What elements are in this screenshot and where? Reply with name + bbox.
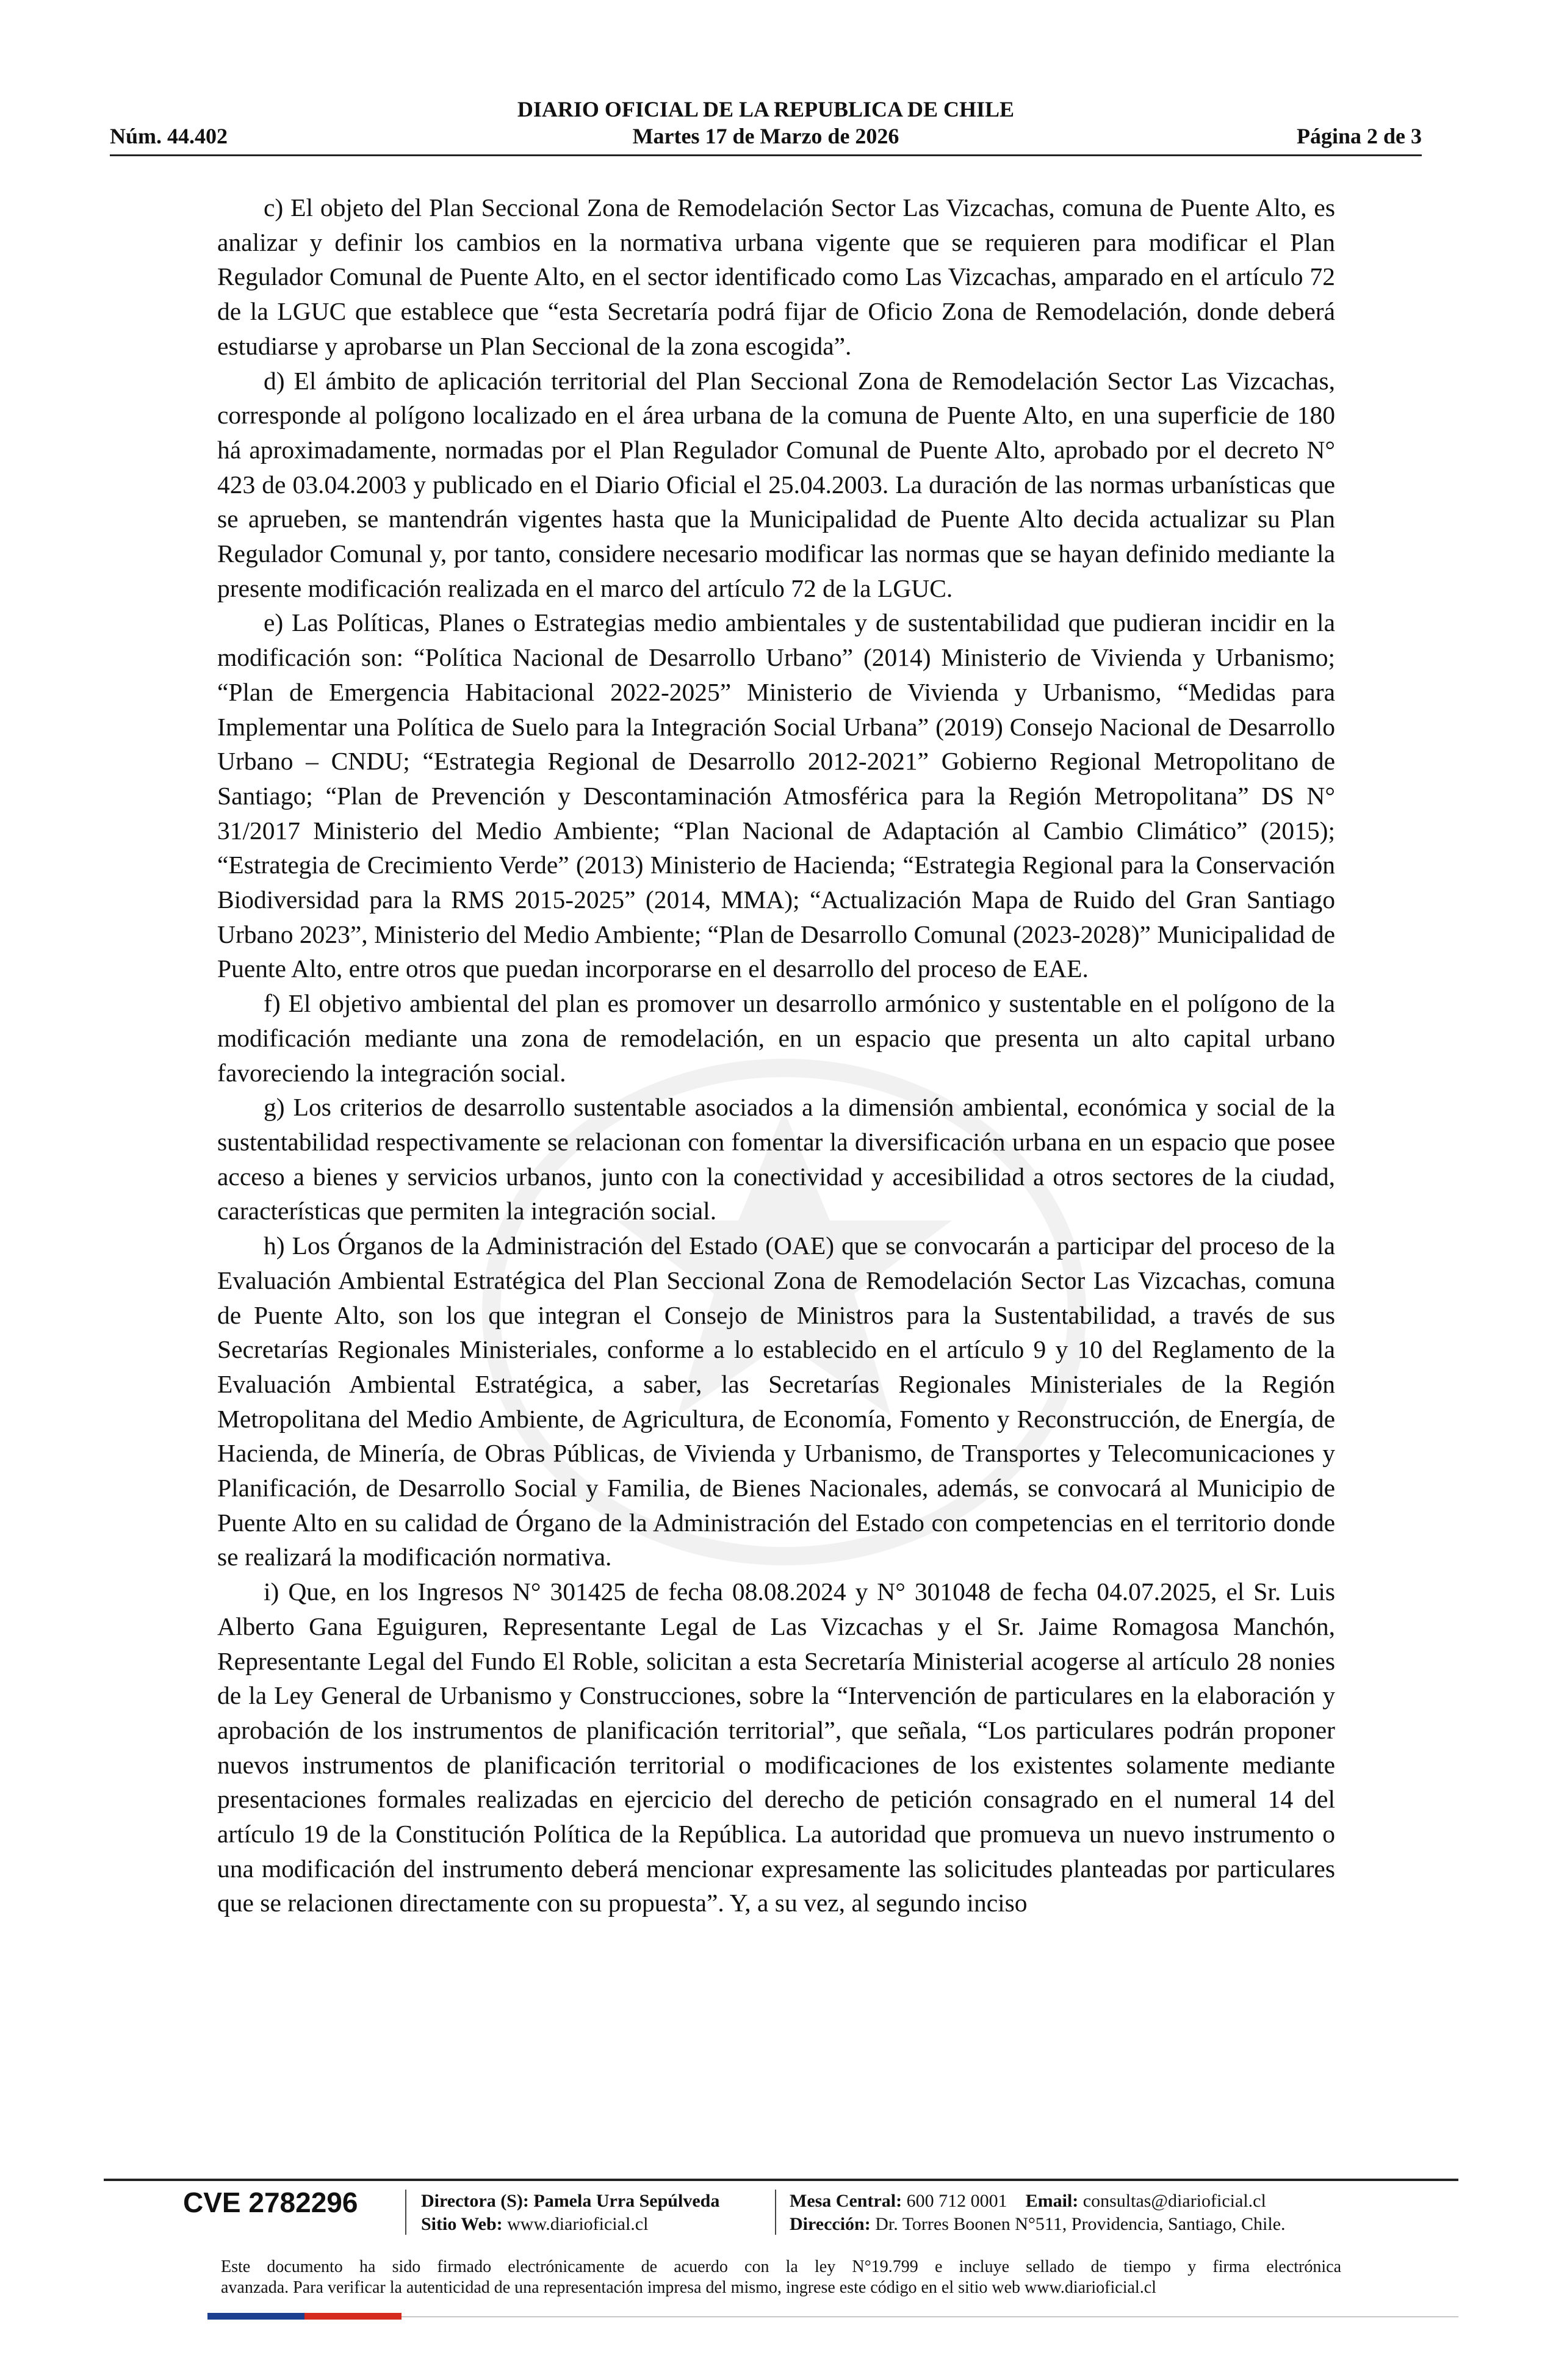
issue-date: Martes 17 de Marzo de 2026 — [632, 124, 899, 148]
paragraph-g: g) Los criterios de desarrollo sustentable asociados a la dimensión ambiental, económica y social de la sustentabilidad respectivamente se relacionan con fomentar la diversificación urbana en un espacio que posee acceso a bienes y servicios urbanos, junto con la conectividad y accesibilidad a otros sectores de la ciudad, características que permiten la integración social. — [217, 1093, 1335, 1225]
flag-red-segment — [304, 2313, 402, 2320]
paragraph-e: e) Las Políticas, Planes o Estrategias medio ambientales y de sustentabilidad que pudieran incidir en la modificación son: “Política Nacional de Desarrollo Urbano” (2014) Ministerio de Vivienda y Urbanismo; “Plan de Emergencia Habitacional 2022-2025” Ministerio de Vivienda y Urbanismo, “Medidas para Implementar una Política de Suelo para la Integración Social Urbana” (2019) Consejo Nacional de Desarrollo Urbano – CNDU; “Estrategia Regional de Desarrollo 2012-2021” Gobierno Regional Metropolitano de Santiago; “Plan de Prevención y Descontaminación Atmosférica para la Región Metropolitana” DS N° 31/2017 Ministerio del Medio Ambiente; “Plan Nacional de Adaptación al Cambio Climático” (2015); “Estrategia de Crecimiento Verde” (2013) Ministerio de Hacienda; “Estrategia Regional para la Conservación Biodiversidad para la RMS 2015-2025” (2014, MMA); “Actualización Mapa de Ruido del Gran Santiago Urbano 2023”, Ministerio del Medio Ambiente; “Plan de Desarrollo Comunal (2023-2028)” Municipalidad de Puente Alto, entre otros que puedan incorporarse en el desarrollo del proceso de EAE. — [217, 608, 1335, 983]
email-label: Email: — [1025, 2191, 1079, 2211]
footer-separator — [405, 2190, 406, 2235]
flag-color-bar — [207, 2313, 402, 2320]
paragraph-h: h) Los Órganos de la Administración del Estado (OAE) que se convocarán a participar del proceso de la Evaluación Ambiental Estratégica del Plan Seccional Zona de Remodelación Sector Las Vizcachas, comuna de Puente Alto, son los que integran el Consejo de Ministros para la Sustentabilidad, a través de sus Secretarías Regionales Ministeriales, conforme a lo establecido en el artículo 9 y 10 del Reglamento de la Evaluación Ambiental Estratégica, a saber, las Secretarías Regionales Ministeriales de la Región Metropolitana del Medio Ambiente, de Agricultura, de Economía, Fomento y Reconstrucción, de Energía, de Hacienda, de Minería, de Obras Públicas, de Vivienda y Urbanismo, de Transportes y Telecomunicaciones y Planificación, de Desarrollo Social y Familia, de Bienes Nacionales, además, se convocará al Municipio de Puente Alto en su calidad de Órgano de la Administración del Estado con competencias en el territorio donde se realizará la modificación normativa. — [217, 1231, 1335, 1571]
web-label: Sitio Web: — [421, 2214, 503, 2234]
signature-notice — [221, 2257, 1341, 2298]
address-value: Dr. Torres Boonen N°511, Providencia, Santiago, Chile. — [875, 2214, 1286, 2234]
director-info — [421, 2190, 719, 2236]
paragraph-f: f) El objetivo ambiental del plan es promover un desarrollo armónico y sustentable en el polígono de la modificación mediante una zona de remodelación, en un espacio que presenta un alto capital urbano favoreciendo la integración social. — [217, 989, 1335, 1087]
contact-info — [790, 2190, 1286, 2236]
flag-blue-segment — [207, 2313, 304, 2320]
notice-line-2: avanzada. Para verificar la autenticidad de una representación impresa del mismo, ingrese este código en el sitio web www.diarioficial.cl — [221, 2278, 1156, 2297]
paragraph-d: d) El ámbito de aplicación territorial del Plan Seccional Zona de Remodelación Sector Las Vizcachas, corresponde al polígono localizado en el área urbana de la comuna de Puente Alto, en una superficie de 180 há aproximadamente, normadas por el Plan Regulador Comunal de Puente Alto, aprobado por el decreto N° 423 de 03.04.2003 y publicado en el Diario Oficial el 25.04.2003. La duración de las normas urbanísticas que se aprueben, se mantendrán vigentes hasta que la Municipalidad de Puente Alto decida actualizar su Plan Regulador Comunal y, por tanto, considere necesario modificar las normas que se hayan definido mediante la presente modificación realizada en el marco del artículo 72 de la LGUC. — [217, 366, 1335, 602]
phone-value: 600 712 0001 — [906, 2191, 1007, 2211]
publication-title: DIARIO OFICIAL DE LA REPUBLICA DE CHILE — [517, 97, 1015, 121]
web-link[interactable]: www.diarioficial.cl — [507, 2214, 649, 2234]
page-header — [110, 92, 1422, 153]
page-indicator: Página 2 de 3 — [1296, 124, 1422, 148]
phone-label: Mesa Central: — [790, 2191, 902, 2211]
cve-code: CVE 2782296 — [183, 2187, 358, 2218]
document-body — [217, 190, 1335, 1920]
director-label: Directora (S): Pamela Urra Sepúlveda — [421, 2191, 720, 2211]
paragraph-c: c) El objeto del Plan Seccional Zona de Remodelación Sector Las Vizcachas, comuna de Puente Alto, es analizar y definir los cambios en la normativa urbana vigente que se requieren para modificar el Plan Regulador Comunal de Puente Alto, en el sector identificado como Las Vizcachas, amparado en el artículo 72 de la LGUC que establece que “esta Secretaría podrá fijar de Oficio Zona de Remodelación, donde deberá estudiarse y aprobarse un Plan Seccional de la zona escogida”. — [217, 193, 1335, 360]
paragraph-i: i) Que, en los Ingresos N° 301425 de fecha 08.08.2024 y N° 301048 de fecha 04.07.2025, el Sr. Luis Alberto Gana Eguiguren, Representante Legal de Las Vizcachas y el Sr. Jaime Romagosa Manchón, Representante Legal del Fundo El Roble, solicitan a esta Secretaría Ministerial acogerse al artículo 28 nonies de la Ley General de Urbanismo y Construcciones, sobre la “Intervención de particulares en la elaboración y aprobación de los instrumentos de planificación territorial”, que señala, “Los particulares podrán proponer nuevos instrumentos de planificación territorial o modificaciones de los existentes solamente mediante presentaciones formales realizadas en ejercicio del derecho de petición consagrado en el numeral 14 del artículo 19 de la Constitución Política de la República. La autoridad que promueva un nuevo instrumento o una modificación del instrumento deberá mencionar expresamente las solicitudes planteadas por particulares que se relacionen directamente con su propuesta”. Y, a su vez, al segundo inciso — [217, 1578, 1335, 1917]
notice-line-1: Este documento ha sido firmado electrónicamente de acuerdo con la ley N°19.799 e incluye sellado de tiempo y firma electrónica — [221, 2257, 1341, 2276]
email-link[interactable]: consultas@diarioficial.cl — [1082, 2191, 1266, 2211]
address-label: Dirección: — [790, 2214, 871, 2234]
header-divider — [110, 154, 1422, 156]
footer-separator — [775, 2190, 776, 2235]
issue-number: Núm. 44.402 — [110, 124, 228, 148]
footer-divider — [104, 2179, 1458, 2181]
